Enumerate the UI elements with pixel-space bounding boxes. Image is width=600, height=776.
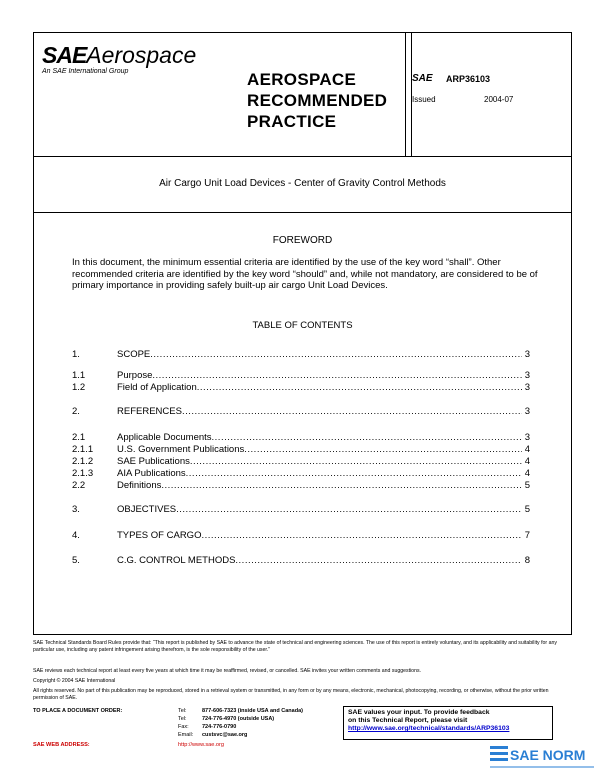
doc-type-line: AEROSPACE	[247, 70, 357, 89]
toc-number: 2.1.3	[72, 468, 94, 479]
toc-number: 1.1	[72, 370, 86, 381]
toc-number: 2.	[72, 406, 80, 417]
toc-label: Applicable Documents	[117, 432, 212, 443]
toc-page: 4	[524, 444, 530, 455]
web-address-label: SAE WEB ADDRESS:	[33, 742, 90, 748]
toc-entry[interactable]	[72, 504, 530, 516]
toc-page: 3	[524, 382, 530, 393]
toc-leader	[235, 555, 522, 567]
toc-number: 2.1.1	[72, 444, 94, 455]
toc-page: 5	[524, 480, 530, 491]
contact-value: 877-606-7323 (inside USA and Canada)	[202, 708, 303, 714]
doc-type-line: RECOMMENDED	[247, 91, 388, 110]
toc-page: 3	[524, 349, 530, 360]
contact-label: Fax:	[178, 724, 189, 730]
toc-heading: TABLE OF CONTENTS	[252, 320, 353, 331]
toc-number: 2.1.2	[72, 456, 94, 467]
toc-number: 2.1	[72, 432, 86, 443]
toc-page: 4	[524, 456, 530, 467]
toc-number: 1.2	[72, 382, 86, 393]
toc-number: 1.	[72, 349, 80, 360]
header-frame	[33, 32, 572, 157]
toc-leader	[190, 456, 522, 468]
footer-copyright: Copyright © 2004 SAE International	[33, 678, 116, 684]
toc-label: OBJECTIVES	[117, 504, 177, 515]
contact-label: Tel:	[178, 708, 187, 714]
toc-leader	[197, 382, 522, 394]
body-frame	[33, 212, 572, 635]
toc-label: Definitions	[117, 480, 162, 491]
toc-label: Purpose	[117, 370, 153, 381]
toc-leader	[186, 468, 522, 480]
toc-entry[interactable]	[72, 370, 530, 382]
toc-entry[interactable]	[72, 432, 530, 444]
toc-entry[interactable]	[72, 555, 530, 567]
web-address-link[interactable]: http://www.sae.org	[178, 742, 225, 748]
toc-entry[interactable]	[72, 530, 530, 542]
logo-rest: Aerospace	[86, 42, 197, 68]
watermark-logo-icon	[490, 746, 508, 761]
toc-page: 4	[524, 468, 530, 479]
toc-leader	[176, 504, 522, 516]
toc-entry[interactable]	[72, 406, 530, 418]
toc-number: 5.	[72, 555, 80, 566]
contact-label: Email:	[178, 732, 194, 738]
watermark-text: SAE NORM	[510, 747, 586, 763]
toc-page: 8	[524, 555, 530, 566]
title-frame	[33, 156, 572, 213]
toc-number: 2.2	[72, 480, 86, 491]
sae-aerospace-logo	[42, 43, 196, 75]
toc-page: 5	[524, 504, 530, 515]
toc-page: 7	[524, 530, 530, 541]
toc-entry[interactable]	[72, 480, 530, 492]
toc-leader	[150, 349, 522, 361]
toc-label: SCOPE	[117, 349, 151, 360]
footer-review: SAE reviews each technical report at least every five years at which time it may be reaffirmed, revised, or cancelled. SAE invites your written comments and suggestions.	[33, 668, 421, 674]
toc-label: SAE Publications	[117, 456, 190, 467]
footer-rules: SAE Technical Standards Board Rules provide that: “This report is published by SAE to advance the state of technical and engineering sciences. The use of this report is entirely voluntary, and its applicability and suitability for any particular use, including any patent infringement arising therefrom, is the sole responsibility of the user.”	[33, 640, 557, 653]
toc-entry[interactable]	[72, 456, 530, 468]
toc-entry[interactable]	[72, 468, 530, 480]
feedback-link[interactable]: http://www.sae.org/technical/standards/ARP36103	[348, 725, 510, 732]
issued-date: 2004-07	[484, 95, 514, 104]
contact-value: 724-776-4970 (outside USA)	[202, 716, 275, 722]
feedback-line: on this Technical Report, please visit	[348, 717, 468, 724]
toc-entry[interactable]	[72, 349, 530, 361]
doc-type-line: PRACTICE	[247, 112, 337, 131]
toc-leader	[201, 530, 522, 542]
foreword-text: In this document, the minimum essential criteria are identified by the use of the key word “shall”. Other recommended criteria are identified by the key word “should” and, while not mandatory, are considered to be of primary importance in providing safely built-up air cargo Unit Load Devices.	[72, 257, 538, 291]
document-type	[247, 69, 387, 132]
toc-entry[interactable]	[72, 444, 530, 456]
toc-leader	[182, 406, 522, 418]
toc-label: AIA Publications	[117, 468, 186, 479]
header-divider	[405, 33, 406, 156]
sae-norm-watermark	[488, 743, 598, 773]
toc-label: REFERENCES	[117, 406, 182, 417]
sae-mark: SAE	[412, 73, 433, 84]
issued-label: Issued	[412, 95, 436, 104]
toc-number: 3.	[72, 504, 80, 515]
contact-value: 724-776-0790	[202, 724, 237, 730]
toc-entry[interactable]	[72, 382, 530, 394]
toc-leader	[152, 370, 522, 382]
toc-page: 3	[524, 432, 530, 443]
logo-bold: SAE	[42, 42, 87, 68]
document-title: Air Cargo Unit Load Devices - Center of Gravity Control Methods	[159, 178, 446, 189]
toc-label: C.G. CONTROL METHODS	[117, 555, 236, 566]
logo-subtitle: An SAE International Group	[42, 68, 129, 75]
toc-number: 4.	[72, 530, 80, 541]
order-label: TO PLACE A DOCUMENT ORDER:	[33, 708, 123, 714]
document-number: ARP36103	[446, 74, 491, 84]
toc-page: 3	[524, 370, 530, 381]
toc-leader	[244, 444, 522, 456]
footer-rights: All rights reserved. No part of this publication may be reproduced, stored in a retrieval system or transmitted, in any form or by any means, electronic, mechanical, photocopying, recording, or otherwise, without the prior written permission of SAE.	[33, 688, 549, 701]
toc-label: U.S. Government Publications	[117, 444, 245, 455]
toc-leader	[161, 480, 522, 492]
feedback-line: SAE values your input. To provide feedback	[348, 709, 490, 716]
contact-label: Tel:	[178, 716, 187, 722]
feedback-box	[343, 706, 553, 740]
toc-leader	[212, 432, 522, 444]
contact-value: custsvc@sae.org	[202, 732, 248, 738]
toc-label: Field of Application	[117, 382, 197, 393]
toc-label: TYPES OF CARGO	[117, 530, 202, 541]
toc-page: 3	[524, 406, 530, 417]
foreword-heading: FOREWORD	[272, 235, 333, 246]
